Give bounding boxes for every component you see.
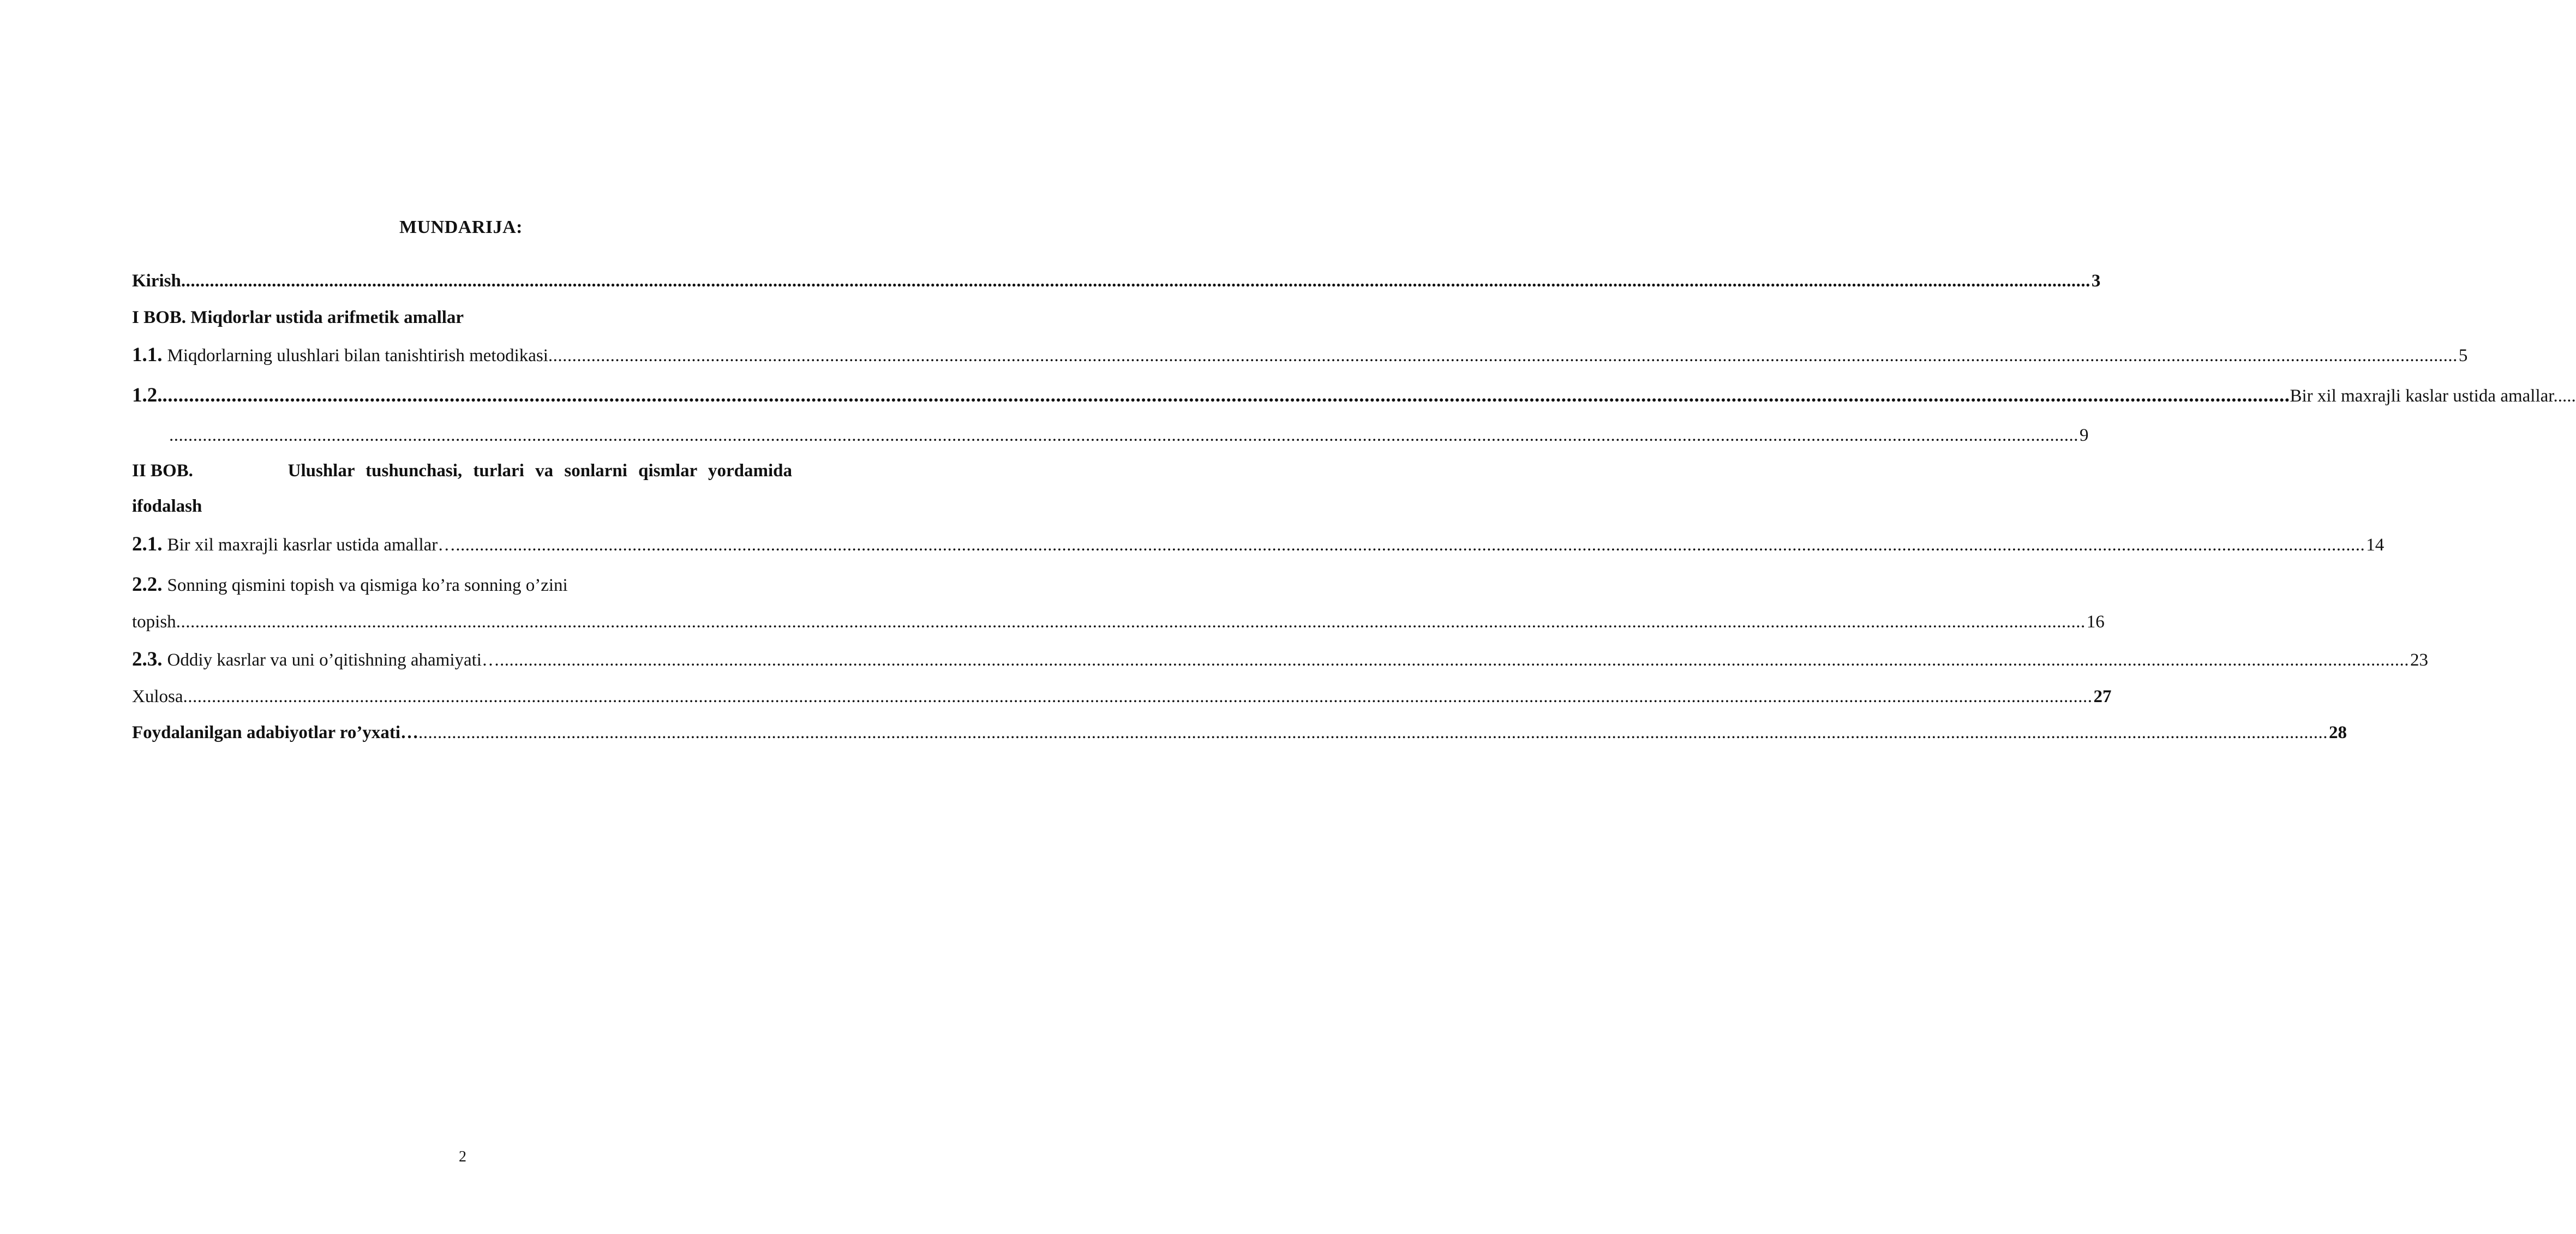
toc-entry-chapter-1[interactable] <box>132 307 790 328</box>
toc-entry-label: Miqdorlarning ulushlari bilan tanishtirish metodikasi <box>167 346 548 366</box>
dot-leader: ................................................................................................................................................................................................................................................................................................................................................................................................................ <box>456 535 2365 555</box>
toc-entry-section-2-2-continued[interactable] <box>132 611 2105 633</box>
toc-entry-xulosa[interactable] <box>132 686 2112 708</box>
toc-entry-number: 2.1. <box>132 533 163 555</box>
toc-entry-label: Oddiy kasrlar va uni o’qitishning ahamiyati… <box>167 650 500 670</box>
dot-leader: ................................................................................................................................................................................................................................................................................................................................................................................................................ <box>176 612 2086 632</box>
toc-entry-chapter-2[interactable] <box>132 460 792 482</box>
toc-entry-chapter-2-continued[interactable] <box>132 495 790 517</box>
toc-entry-page: 27 <box>2093 687 2112 706</box>
toc-entry-section-1-1[interactable] <box>132 344 2468 367</box>
dot-leader: ................................................................................................................................................................................................................................................................................................................................................................................................................ <box>183 687 2093 706</box>
dot-leader: ................................................................................................................................................................................................................................................................................................................................................................................................................ <box>418 723 2328 742</box>
toc-entry-section-1-2-continued[interactable] <box>169 424 2089 446</box>
page-number: 2 <box>459 1148 466 1165</box>
toc-entry-section-1-2[interactable] <box>132 384 2576 407</box>
toc-entry-label: Bir xil maxrajli kaslar ustida amallar..... <box>2290 386 2576 406</box>
toc-entry-label: Foydalanilgan adabiyotlar ro’yxati… <box>132 723 419 742</box>
toc-entry-page: 16 <box>2086 612 2105 632</box>
toc-entry-label: Sonning qismini topish va qismiga ko’ra sonning o’zini <box>167 576 568 595</box>
toc-entry-label: topish <box>132 612 176 632</box>
dot-leader: ................................................................................................................................................................................................................................................................................................................................................................................................................ <box>499 650 2409 670</box>
toc-entry-page: 3 <box>2091 271 2101 291</box>
toc-entry-chapter-label: II BOB. <box>132 461 193 481</box>
toc-entry-label: Ulushlar tushunchasi, turlari va sonlarni qismlar yordamida <box>287 461 792 481</box>
toc-entry-page: 14 <box>2366 535 2385 555</box>
toc-entry-number: 1.1. <box>132 344 163 366</box>
page-title: MUNDARIJA: <box>399 217 523 237</box>
toc-entry-label: Xulosa <box>132 687 183 706</box>
toc-entry-number: 2.2. <box>132 573 163 596</box>
toc-entry-section-2-2[interactable] <box>132 574 790 596</box>
dot-leader: ................................................................................................................................................................................................................................................................................................................................................................................................................ <box>169 426 2078 445</box>
dot-leader: ................................................................................................................................................................................................................................................................................................................................................................................................................ <box>181 271 2090 291</box>
toc-entry-label: ifodalash <box>132 496 202 516</box>
toc-entry-page: 9 <box>2080 426 2089 445</box>
toc-entry-page: 23 <box>2410 650 2428 670</box>
toc-entry-label: Kirish <box>132 271 181 291</box>
toc-entry-adabiyotlar[interactable] <box>132 722 2347 744</box>
toc-entry-label: Bir xil maxrajli kasrlar ustida amallar… <box>167 535 456 555</box>
toc-entry-number: 1.2. <box>132 384 163 406</box>
toc-entry-page: 5 <box>2458 346 2468 366</box>
toc-entry-section-2-1[interactable] <box>132 533 2385 556</box>
toc-entry-page: 28 <box>2329 723 2347 742</box>
toc-entry-section-2-3[interactable] <box>132 648 2428 671</box>
toc-entry-label: I BOB. Miqdorlar ustida arifmetik amallar <box>132 308 464 327</box>
dot-leader: ................................................................................................................................................................................................................................................................................................................................................................................................................ <box>548 346 2458 366</box>
dot-leader: ................................................................................................................................................................................................................................................................................................................................................................................................................ <box>162 384 2290 406</box>
toc-entry-kirish[interactable] <box>132 270 2101 292</box>
toc-entry-number: 2.3. <box>132 648 163 670</box>
